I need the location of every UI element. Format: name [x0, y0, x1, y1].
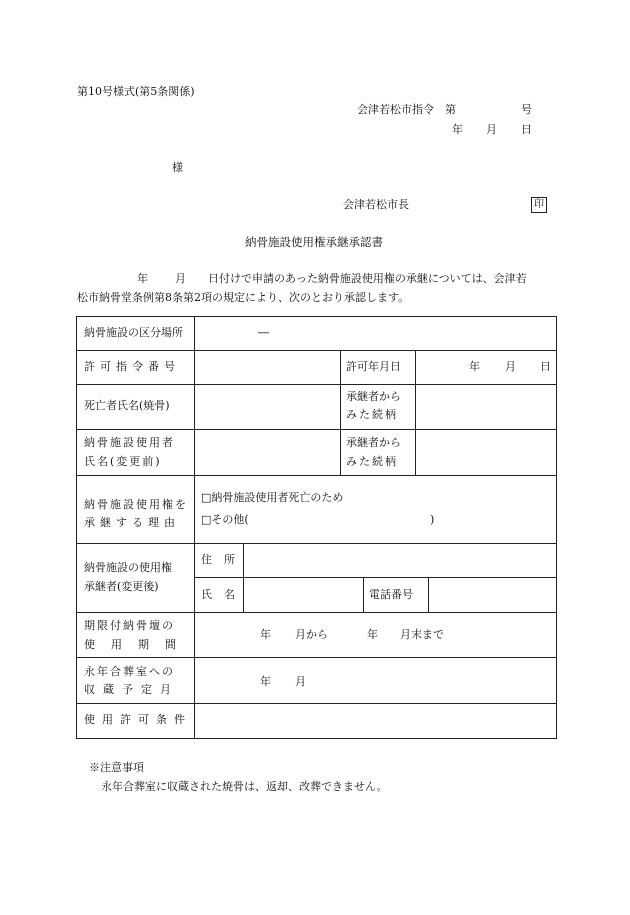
directive-prefix: 会津若松市指令 第: [357, 103, 456, 116]
period-month-from: 月から: [295, 628, 328, 641]
permit-date-day: 日: [540, 360, 551, 373]
relation-label-line1: 承継者から: [346, 390, 401, 403]
permit-date-label: 許可年月日: [346, 360, 401, 373]
relation-label-line1-b: 承継者から: [346, 436, 401, 449]
header-date-year: 年: [452, 123, 463, 136]
notes-body: 永年合葬室に収蔵された焼骨は、返却、改葬できません。: [101, 780, 388, 793]
reason-option-other[interactable]: □その他(: [201, 513, 249, 526]
header-date-month: 月: [486, 123, 497, 136]
conditions-label: 使用許可条件: [84, 713, 192, 726]
permit-date-year: 年: [469, 360, 480, 373]
user-label-line2: 氏名(変更前): [84, 455, 162, 468]
successor-label-line2: 承継者(変更後): [84, 580, 159, 593]
relation-label-line2: みた続柄: [346, 408, 398, 421]
reason-option-other-close: ): [430, 513, 435, 526]
reason-label-line1: 納骨施設使用権を: [84, 498, 188, 511]
seal-mark: 印: [531, 197, 547, 213]
directive-suffix: 号: [521, 103, 532, 116]
reason-label-line2: 承継する理由: [84, 516, 180, 529]
phone-label: 電話番号: [369, 588, 413, 601]
permit-number-label: 許可指令番号: [84, 360, 180, 373]
relation-label-line2-b: みた続柄: [346, 455, 398, 468]
successor-label-line1: 納骨施設の使用権: [84, 561, 172, 574]
address-label: 住所: [201, 553, 247, 566]
addressee-suffix: 様: [172, 161, 183, 174]
facility-value: ―: [258, 326, 269, 339]
user-label-line1: 納骨施設使用者: [84, 436, 175, 449]
name-label: 氏名: [201, 588, 247, 601]
notes-heading: ※注意事項: [89, 761, 144, 774]
storage-label-line2: 収蔵予定月: [84, 683, 179, 696]
deceased-label: 死亡者氏名(焼骨): [84, 399, 170, 412]
storage-label-line1: 永年合葬室への: [84, 665, 175, 678]
storage-month: 月: [295, 675, 306, 688]
permit-date-month: 月: [505, 360, 516, 373]
period-label-line1: 期限付納骨壇の: [84, 619, 175, 632]
intro-line2: 松市納骨堂条例第8条第2項の規定により、次のとおり承認します。: [77, 291, 410, 304]
document-title: 納骨施設使用権承継承認書: [245, 235, 383, 249]
reason-option-death[interactable]: □納骨施設使用者死亡のため: [201, 491, 344, 504]
header-date-day: 日: [521, 123, 532, 136]
form-number: 第10号様式(第5条関係): [77, 85, 195, 98]
intro-year: 年: [137, 272, 148, 285]
period-year-from: 年: [260, 628, 271, 641]
intro-line1: 日付けで申請のあった納骨施設使用権の承継については、会津若: [208, 272, 527, 285]
period-label-line2: 使用期間: [84, 638, 192, 651]
facility-label: 納骨施設の区分場所: [84, 326, 183, 339]
issuer: 会津若松市長: [343, 198, 409, 211]
period-year-until: 年: [367, 628, 378, 641]
storage-year: 年: [260, 675, 271, 688]
period-month-until: 月末まで: [400, 628, 444, 641]
intro-month: 月: [175, 272, 186, 285]
